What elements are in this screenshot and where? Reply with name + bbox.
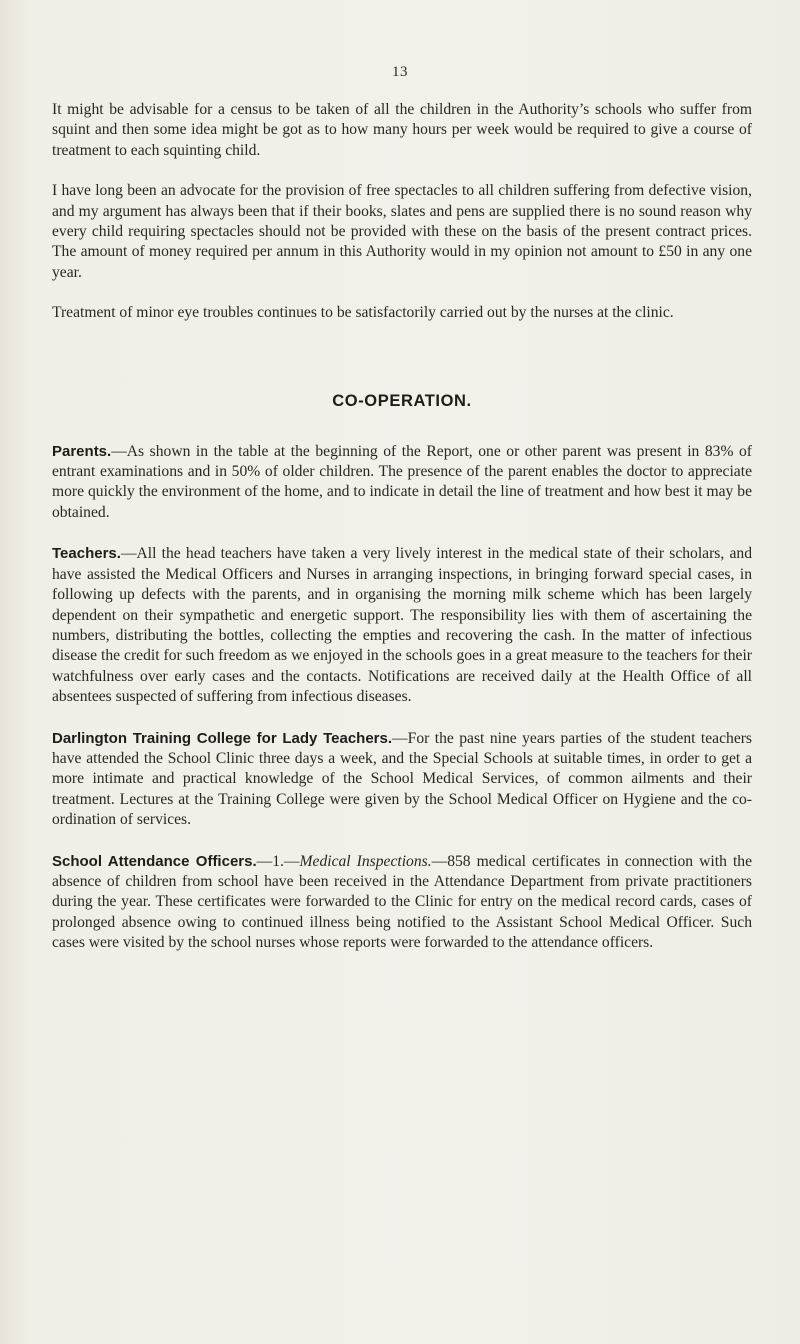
page-number: 13 xyxy=(392,64,408,80)
paragraph-teachers xyxy=(52,544,752,707)
section-heading-cooperation: CO-OPERATION. xyxy=(332,391,472,410)
lead-parents: Parents. xyxy=(52,442,112,460)
text-teachers: —All the head teachers have taken a very lively interest in the medical state of their scholars, and have assisted the Medical Officers and Nurses in arranging inspections, in bringing forward special cases, in following up defects with the parents, and in organising the morning milk scheme which has been largely dependent on their sympathetic and energetic support. The responsibility lies with them of ascertaining the numbers, distributing the bottles, collecting the empties and recovering the cash. In the matter of infectious disease the credit for such freedom as we enjoyed in the schools goes in a great measure to the teachers for their watchfulness over early cases and the contacts. Notifications are received daily at the Health Office of all absentees suspected of suffering from infectious diseases. xyxy=(52,545,752,706)
page-body xyxy=(52,100,752,954)
text-darlington-college: —For the past nine years parties of the student teachers have attended the School Clinic three days a week, and the Special Schools at suitable times, in order to get a more intimate and practical knowledge of the School Medical Services, of common ailments and their treatment. Lectures at the Training College were given by the School Medical Officer on Hygiene and the co-ordination of services. xyxy=(52,729,752,829)
paragraph-parents xyxy=(52,442,752,524)
paragraph-darlington-college xyxy=(52,729,752,831)
paragraph-attendance-officers xyxy=(52,852,752,954)
attendance-sub-number: —1.— xyxy=(256,852,300,870)
text-attendance-officers: —858 medical certificates in connection with the absence of children from school have been received in the Attendance Department from private practitioners during the year. These certificates were forwarded to the Clinic for entry on the medical record cards, cases of prolonged absence owing to continued illness being notified to the Assistant School Medical Officer. Such cases were visited by the school nurses whose reports were forwarded to the attendance officers. xyxy=(52,852,752,952)
attendance-sub-title: Medical Inspections. xyxy=(299,852,432,870)
paragraph-free-spectacles: I have long been an advocate for the provision of free spectacles to all children suffering from defective vision, and my argument has always been that if their books, slates and pens are supplied there is no sound reason why every child requiring spectacles should not be provided with these on the basis of the present contract prices. The amount of money required per annum in this Authority would in my opinion not amount to £50 in any one year. xyxy=(52,182,752,281)
lead-teachers: Teachers. xyxy=(52,545,121,563)
lead-darlington-college: Darlington Training College for Lady Teachers. xyxy=(52,729,393,747)
lead-attendance-officers: School Attendance Officers. xyxy=(52,852,257,870)
text-parents: —As shown in the table at the beginning of the Report, one or other parent was present in 83% of entrant examinations and in 50% of older children. The presence of the parent enables the doctor to appreciate more quickly the environment of the home, and to indicate in detail the line of treatment and how best it may be obtained. xyxy=(52,442,752,521)
paragraph-minor-eye-treatment: Treatment of minor eye troubles continues to be satisfactorily carried out by the nurses at the clinic. xyxy=(52,304,674,322)
paragraph-squint-census: It might be advisable for a census to be taken of all the children in the Authority’s schools who suffer from squint and then some idea might be got as to how many hours per week would be required to give a course of treatment to each squinting child. xyxy=(52,101,752,159)
